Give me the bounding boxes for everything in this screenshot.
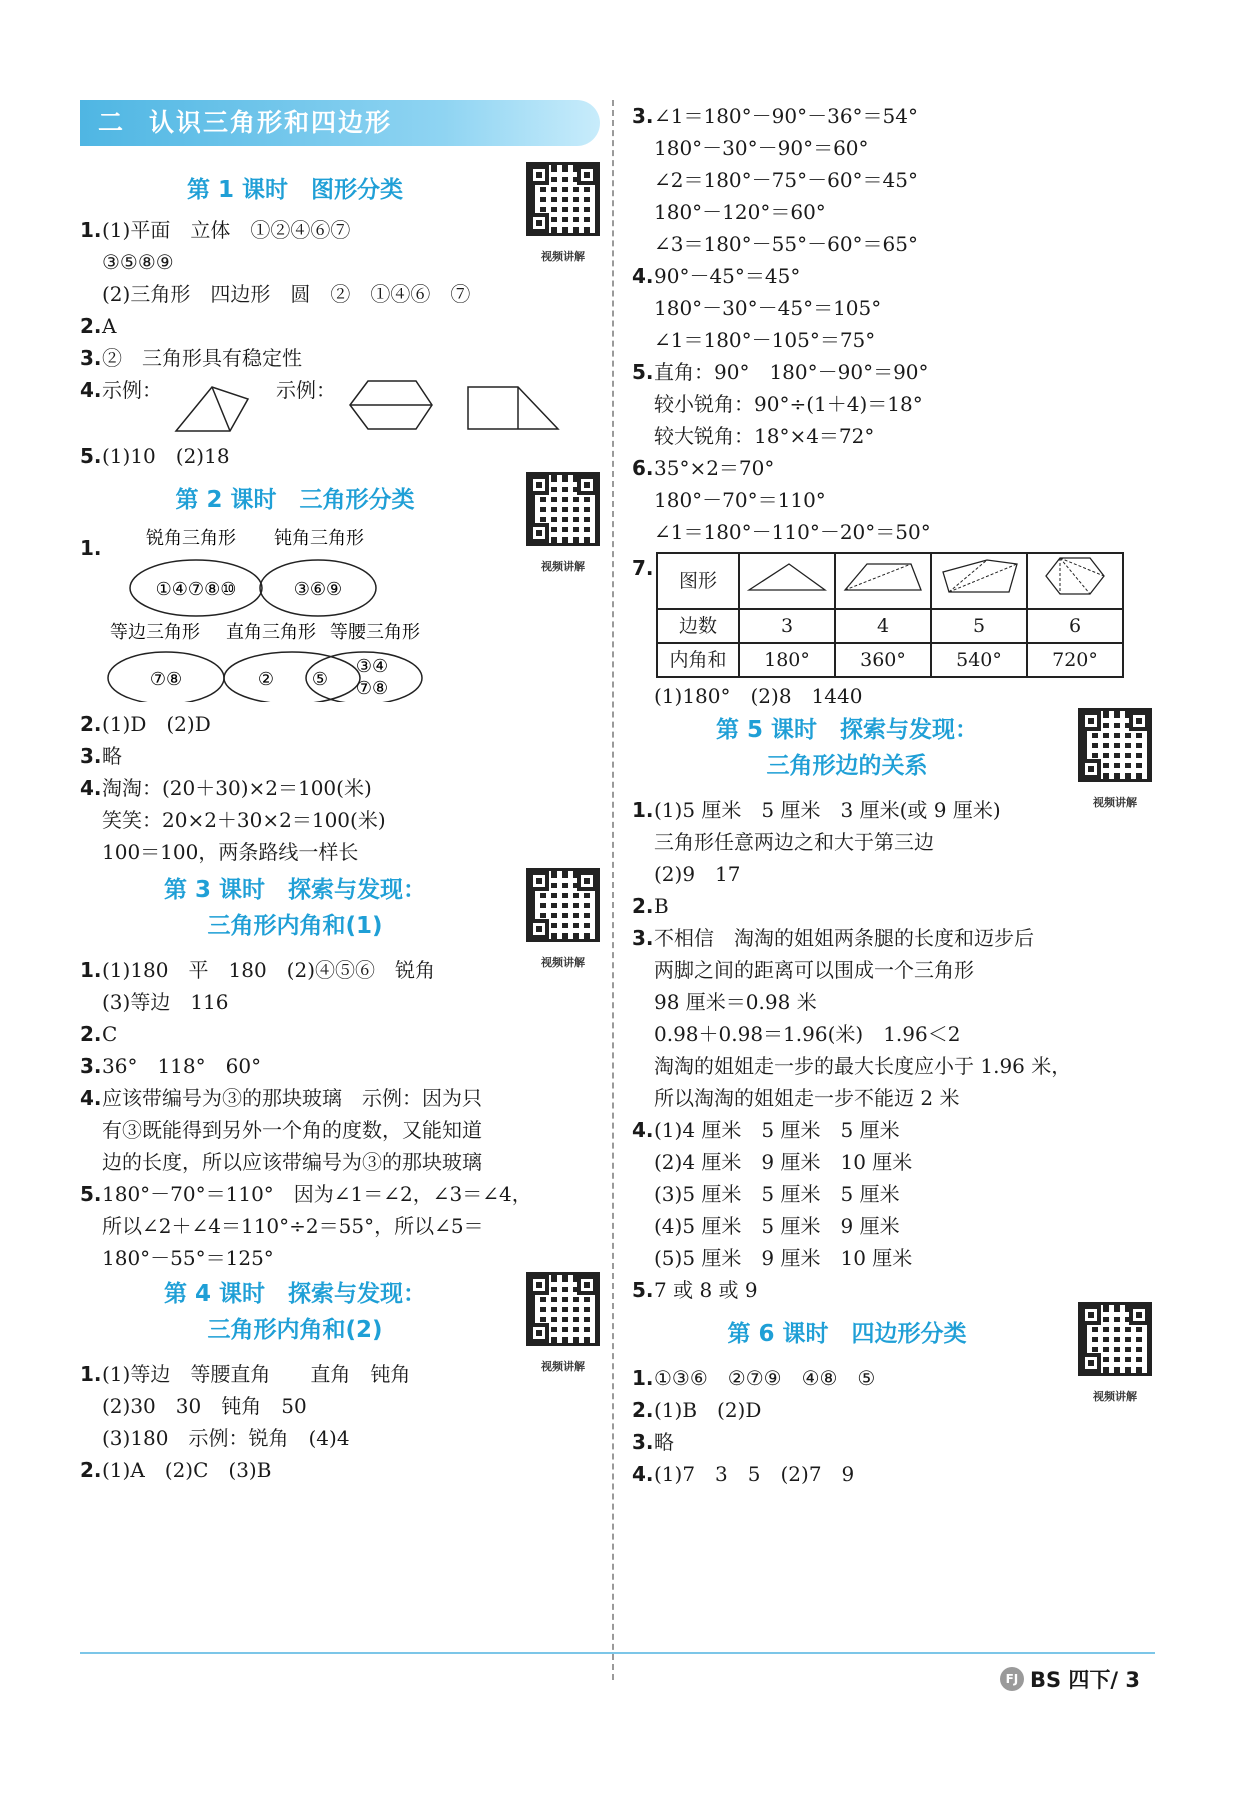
answer-line: (1)10 (2)18 <box>102 444 230 468</box>
answer-line: ∠2＝180°－75°－60°＝45° <box>654 168 919 192</box>
answer-item: 4. 90°－45°＝45° 180°－30°－45°＝105° ∠1＝180°－105°＝75° <box>632 260 1152 356</box>
answer-item: 6. 35°×2＝70° 180°－70°＝110° ∠1＝180°－110°－20°＝50° <box>632 452 1152 548</box>
qr-caption: 视频讲解 <box>541 1360 585 1373</box>
chapter-banner <box>80 100 600 146</box>
polygon-angle-table <box>656 552 1124 678</box>
venn-label: 等腰三角形 <box>330 622 420 643</box>
table-header: 边数 <box>657 609 739 643</box>
answer-line: B <box>654 894 669 918</box>
answer-line: 180°－120°＝60° <box>654 200 826 224</box>
hexagon-figure <box>1040 554 1110 598</box>
answer-line: (1)等边 等腰直角 直角 钝角 <box>102 1362 411 1386</box>
answer-line: 180°－70°＝110° 因为∠1＝∠2，∠3＝∠4， <box>102 1182 532 1206</box>
answer-item: 4. 淘淘：(20＋30)×2＝100(米) 笑笑：20×2＋30×2＝100(米) 100＝100，两条路线一样长 <box>80 772 600 868</box>
trapezoid-split-figure <box>464 377 564 437</box>
answer-line: ∠1＝180°－105°＝75° <box>654 328 876 352</box>
example-label: 示例： <box>102 378 162 402</box>
answer-line: (2)9 17 <box>654 862 741 886</box>
answer-item: 3. 不相信 淘淘的姐姐两条腿的长度和迈步后 两脚之间的距离可以围成一个三角形 98 厘米＝0.98 米 0.98＋0.98＝1.96(米) 1.96＜2 淘淘的姐姐走一步的最大长度应小于 1.96 米， 所以淘淘的姐姐走一步不能迈 2 米 <box>632 922 1152 1114</box>
triangle-figure <box>745 558 829 594</box>
answer-line: (1)180 平 180 (2)④⑤⑥ 锐角 <box>102 958 436 982</box>
answer-line: 180°－30°－45°＝105° <box>654 296 882 320</box>
answer-item: 1. ①③⑥ ②⑦⑨ ④⑧ ⑤ <box>632 1362 1152 1394</box>
example-label: 示例： <box>276 378 336 402</box>
answer-line: 应该带编号为③的那块玻璃 示例：因为只 <box>102 1086 482 1110</box>
answer-item: 1. 锐角三角形 钝角三角形 ①④⑦⑧⑩ ③⑥⑨ 等边三角形 直角三角形 等腰三角形 ⑦⑧ ② ⑤ ③④ ⑦⑧ <box>80 532 600 708</box>
answer-line: 边的长度，所以应该带编号为③的那块玻璃 <box>102 1150 482 1174</box>
answer-line: ∠1＝180°－110°－20°＝50° <box>654 520 931 544</box>
lesson-title-text: 三角形内角和(2) <box>207 1317 383 1343</box>
right-column <box>632 100 1152 1490</box>
answer-line: ③⑤⑧⑨ <box>102 250 174 274</box>
footer-rule <box>80 1652 1155 1654</box>
table-cell: 6 <box>1027 609 1123 643</box>
lesson-title-text: 第 1 课时 图形分类 <box>186 177 404 203</box>
qr-caption: 视频讲解 <box>1093 1390 1137 1403</box>
answer-item: 4. 示例： 示例： <box>80 374 600 440</box>
answer-line: ∠3＝180°－55°－60°＝65° <box>654 232 919 256</box>
lesson-3-title <box>80 872 600 969</box>
pentagon-figure <box>937 556 1021 596</box>
answer-item: 3. ∠1＝180°－90°－36°＝54° 180°－30°－90°＝60° ∠2＝180°－75°－60°＝45° 180°－120°＝60° ∠3＝180°－55°－60°＝65° <box>632 100 1152 260</box>
answer-line: 较小锐角：90°÷(1＋4)＝18° <box>654 392 923 416</box>
answer-line: (1)180° (2)8 1440 <box>654 684 863 708</box>
answer-item: 2. B <box>632 890 1152 922</box>
table-header: 内角和 <box>657 643 739 677</box>
chapter-number: 二 <box>98 108 126 137</box>
qr-code-image <box>526 1272 600 1346</box>
table-cell <box>931 553 1027 609</box>
venn-label: 直角三角形 <box>226 622 316 643</box>
venn-set: ⑤ <box>311 669 329 690</box>
table-cell <box>835 553 931 609</box>
table-cell <box>1027 553 1123 609</box>
lesson-5-title <box>632 712 1152 809</box>
qr-code-image <box>526 868 600 942</box>
answer-line: 较大锐角：18°×4＝72° <box>654 424 875 448</box>
lesson-title-text: 第 3 课时 探索与发现： <box>163 877 427 903</box>
answer-line: 略 <box>654 1430 674 1454</box>
answer-line: 有③既能得到另外一个角的度数，又能知道 <box>102 1118 482 1142</box>
table-cell: 3 <box>739 609 835 643</box>
answer-line: 7 或 8 或 9 <box>654 1278 758 1302</box>
answer-item: 4. (1)4 厘米 5 厘米 5 厘米 (2)4 厘米 9 厘米 10 厘米 (3)5 厘米 5 厘米 5 厘米 (4)5 厘米 5 厘米 9 厘米 (5)5 厘米 9 厘米 10 厘米 <box>632 1114 1152 1274</box>
answer-line: 所以∠2＋∠4＝110°÷2＝55°，所以∠5＝ <box>102 1214 484 1238</box>
table-cell <box>739 553 835 609</box>
answer-line: (1)平面 立体 ①②④⑥⑦ <box>102 218 351 242</box>
answer-line: (1)5 厘米 5 厘米 3 厘米(或 9 厘米) <box>654 798 1001 822</box>
answer-item: 4. (1)7 3 5 (2)7 9 <box>632 1458 1152 1490</box>
answer-item: 1. (1)5 厘米 5 厘米 3 厘米(或 9 厘米) 三角形任意两边之和大于第三边 (2)9 17 <box>632 794 1152 890</box>
answer-line: 180°－55°＝125° <box>102 1246 274 1270</box>
answer-line: (2)30 30 钝角 50 <box>102 1394 307 1418</box>
answer-item: 7. 图形 边数 3 4 5 6 内角和 180° 360° 540° 720° (1)180° (2)8 1440 <box>632 552 1152 712</box>
table-cell: 540° <box>931 643 1027 677</box>
answer-item: 3. 略 <box>80 740 600 772</box>
quadrilateral-figure <box>841 558 925 594</box>
answer-line: (5)5 厘米 9 厘米 10 厘米 <box>654 1246 913 1270</box>
venn-set: ③⑥⑨ <box>293 579 343 600</box>
venn-set: ② <box>257 669 275 690</box>
venn-set: ⑦⑧ <box>355 678 389 699</box>
answer-line: 所以淘淘的姐姐走一步不能迈 2 米 <box>654 1086 960 1110</box>
answer-line: C <box>102 1022 118 1046</box>
answer-line: (3)180 示例：锐角 (4)4 <box>102 1426 350 1450</box>
answer-line: (1)7 3 5 (2)7 9 <box>654 1462 855 1486</box>
answer-line: 180°－70°＝110° <box>654 488 826 512</box>
page-number: BS 四下/ 3 <box>1029 1668 1140 1692</box>
answer-line: (2)三角形 四边形 圆 ② ①④⑥ ⑦ <box>102 282 471 306</box>
answer-item: 5. 直角：90° 180°－90°＝90° 较小锐角：90°÷(1＋4)＝18° 较大锐角：18°×4＝72° <box>632 356 1152 452</box>
qr-caption: 视频讲解 <box>541 956 585 969</box>
venn-label: 锐角三角形 <box>146 528 236 549</box>
venn-label: 等边三角形 <box>110 622 200 643</box>
answer-item: 3. 36° 118° 60° <box>80 1050 600 1082</box>
table-cell: 180° <box>739 643 835 677</box>
qr-caption: 视频讲解 <box>541 250 585 263</box>
qr-caption: 视频讲解 <box>1093 796 1137 809</box>
answer-line: A <box>102 314 117 338</box>
answer-line: 0.98＋0.98＝1.96(米) 1.96＜2 <box>654 1022 961 1046</box>
table-cell: 360° <box>835 643 931 677</box>
answer-line: 淘淘：(20＋30)×2＝100(米) <box>102 776 372 800</box>
lesson-title-text: 第 6 课时 四边形分类 <box>727 1321 967 1347</box>
answer-item: 3. ② 三角形具有稳定性 <box>80 342 600 374</box>
answer-item: 4. 应该带编号为③的那块玻璃 示例：因为只 有③既能得到另外一个角的度数，又能知道 边的长度，所以应该带编号为③的那块玻璃 <box>80 1082 600 1178</box>
answer-line: 直角：90° 180°－90°＝90° <box>654 360 929 384</box>
table-header: 图形 <box>657 553 739 609</box>
page-footer <box>1000 1664 1140 1694</box>
answer-item: 2. (1)A (2)C (3)B <box>80 1454 600 1486</box>
answer-line: 180°－30°－90°＝60° <box>654 136 869 160</box>
answer-item: 3. 略 <box>632 1426 1152 1458</box>
answer-line: (3)5 厘米 5 厘米 5 厘米 <box>654 1182 900 1206</box>
answer-line: 100＝100，两条路线一样长 <box>102 840 359 864</box>
lesson-4-title <box>80 1276 600 1373</box>
chapter-title: 认识三角形和四边形 <box>149 108 393 137</box>
answer-line: 笑笑：20×2＋30×2＝100(米) <box>102 808 386 832</box>
lesson-title-text: 第 2 课时 三角形分类 <box>175 487 415 513</box>
answer-item: 2. (1)D (2)D <box>80 708 600 740</box>
answer-line: 98 厘米＝0.98 米 <box>654 990 817 1014</box>
answer-item: 1. (1)180 平 180 (2)④⑤⑥ 锐角 (3)等边 116 <box>80 954 600 1018</box>
qr-caption: 视频讲解 <box>541 560 585 573</box>
answer-line: ∠1＝180°－90°－36°＝54° <box>654 104 919 128</box>
answer-line: 两脚之间的距离可以围成一个三角形 <box>654 958 974 982</box>
qr-code-image <box>1078 708 1152 782</box>
answer-line: 略 <box>102 744 122 768</box>
answer-line: 不相信 淘淘的姐姐两条腿的长度和迈步后 <box>654 926 1034 950</box>
answer-line: 90°－45°＝45° <box>654 264 801 288</box>
answer-line: (2)4 厘米 9 厘米 10 厘米 <box>654 1150 913 1174</box>
table-cell: 5 <box>931 609 1027 643</box>
venn-label: 钝角三角形 <box>274 528 364 549</box>
answer-item: 2. A <box>80 310 600 342</box>
answer-item: 5. (1)10 (2)18 <box>80 440 600 472</box>
answer-line: (4)5 厘米 5 厘米 9 厘米 <box>654 1214 900 1238</box>
answer-item: 1. (1)等边 等腰直角 直角 钝角 (2)30 30 钝角 50 (3)180 示例：锐角 (4)4 <box>80 1358 600 1454</box>
venn-set: ③④ <box>355 656 389 677</box>
answer-line: 36° 118° 60° <box>102 1054 262 1078</box>
lesson-title-text: 三角形内角和(1) <box>207 913 383 939</box>
hexagon-split-figure <box>346 377 436 437</box>
answer-line: (1)4 厘米 5 厘米 5 厘米 <box>654 1118 900 1142</box>
answer-line: (1)D (2)D <box>102 712 211 736</box>
table-cell: 720° <box>1027 643 1123 677</box>
answer-item: 5. 7 或 8 或 9 <box>632 1274 1152 1306</box>
triangle-venn-diagram <box>102 526 562 702</box>
answer-line: (1)B (2)D <box>654 1398 762 1422</box>
venn-set: ⑦⑧ <box>149 669 183 690</box>
left-column <box>80 100 600 1486</box>
answer-line: ② 三角形具有稳定性 <box>102 346 302 370</box>
triangle-split-figure <box>172 377 252 437</box>
column-divider <box>612 100 614 1680</box>
answer-item: 1. (1)平面 立体 ①②④⑥⑦ ③⑤⑧⑨ (2)三角形 四边形 圆 ② ①④⑥ ⑦ <box>80 214 600 310</box>
answer-line: 淘淘的姐姐走一步的最大长度应小于 1.96 米， <box>654 1054 1072 1078</box>
answer-item: 2. (1)B (2)D <box>632 1394 1152 1426</box>
lesson-title-text: 三角形边的关系 <box>766 753 928 779</box>
venn-set: ①④⑦⑧⑩ <box>155 579 237 600</box>
answer-line: (1)A (2)C (3)B <box>102 1458 272 1482</box>
answer-line: ①③⑥ ②⑦⑨ ④⑧ ⑤ <box>654 1366 876 1390</box>
answer-item: 2. C <box>80 1018 600 1050</box>
lesson-title-text: 第 4 课时 探索与发现： <box>163 1281 427 1307</box>
answer-line: 三角形任意两边之和大于第三边 <box>654 830 934 854</box>
publisher-badge: FJ <box>1000 1667 1024 1691</box>
answer-line: 35°×2＝70° <box>654 456 775 480</box>
table-cell: 4 <box>835 609 931 643</box>
answer-item: 5. 180°－70°＝110° 因为∠1＝∠2，∠3＝∠4， 所以∠2＋∠4＝110°÷2＝55°，所以∠5＝ 180°－55°＝125° <box>80 1178 600 1274</box>
lesson-title-text: 第 5 课时 探索与发现： <box>715 717 979 743</box>
answer-line: (3)等边 116 <box>102 990 229 1014</box>
